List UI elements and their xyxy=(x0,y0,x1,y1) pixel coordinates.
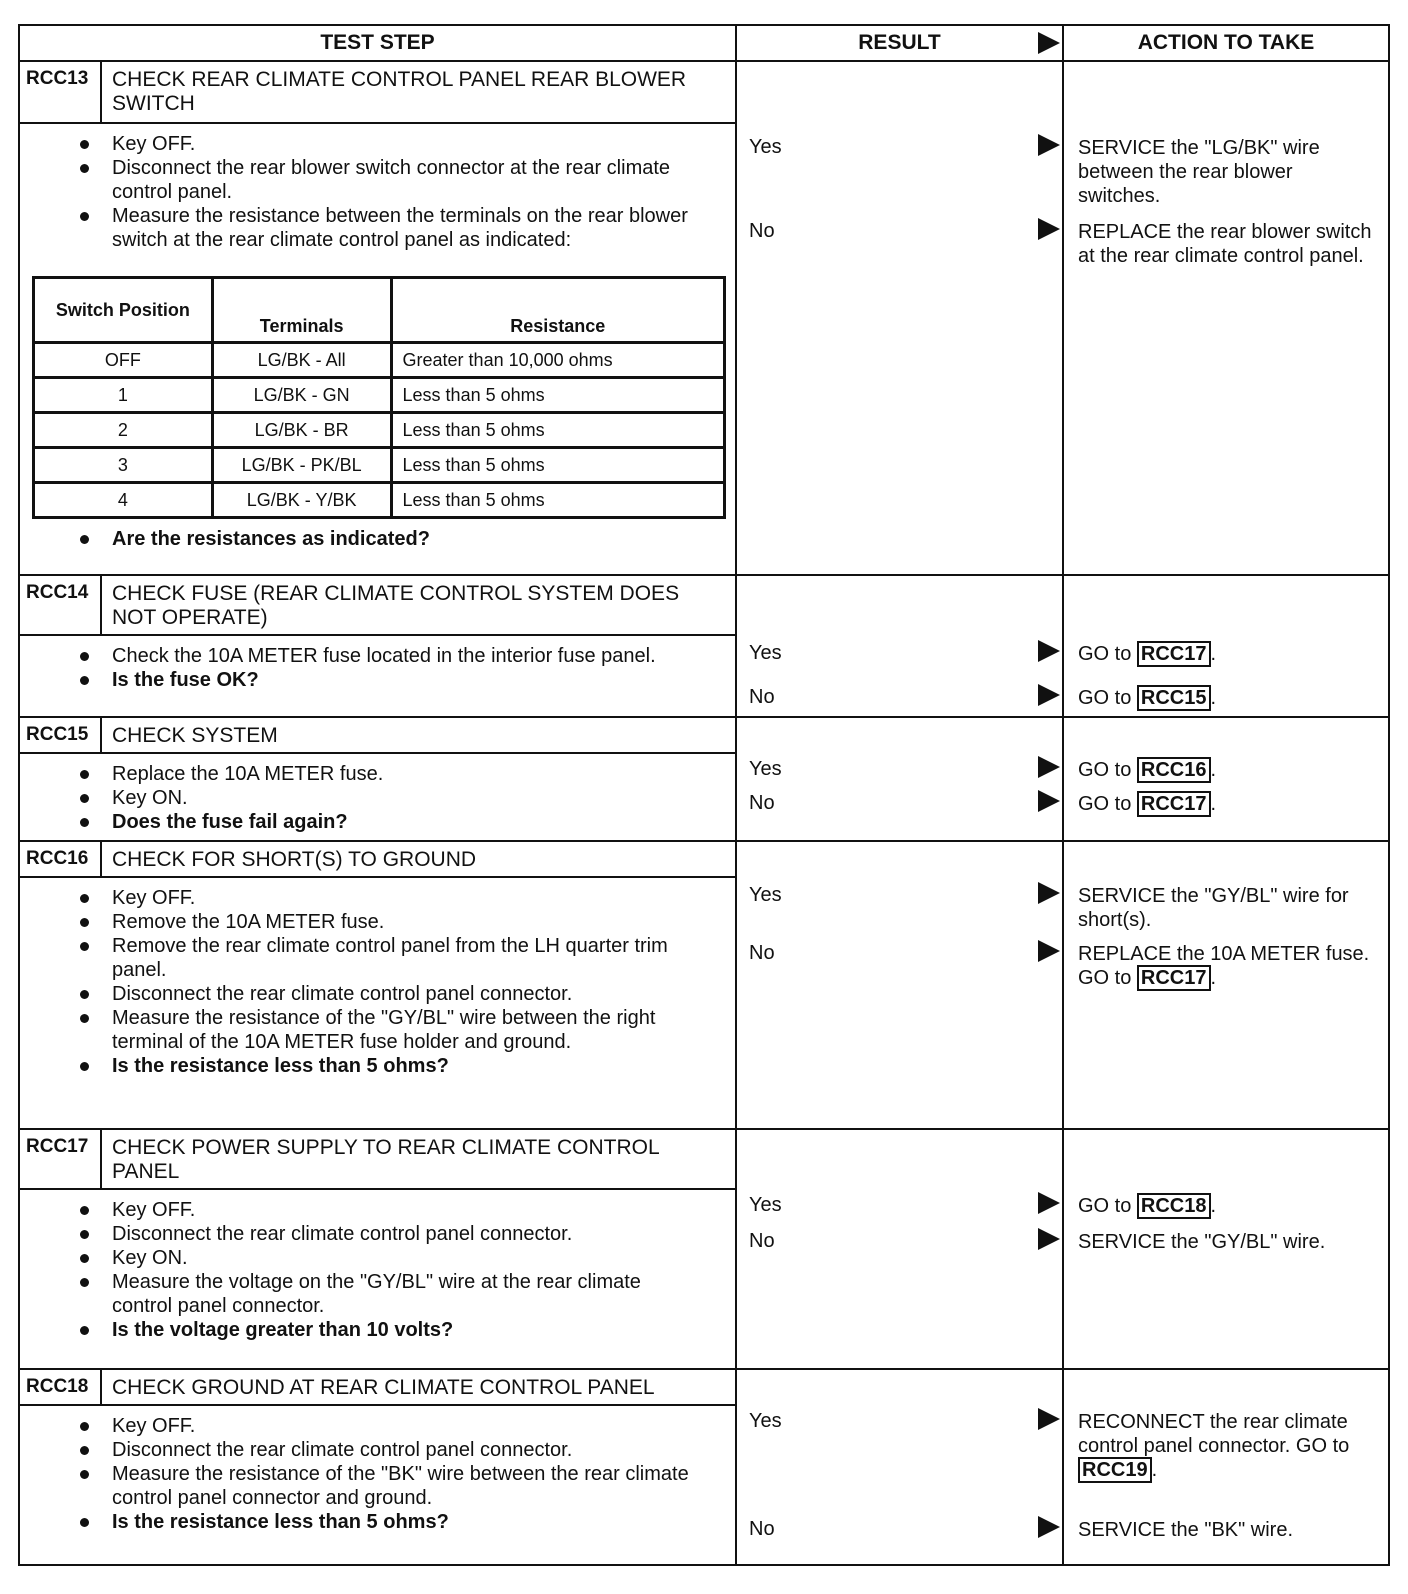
step-reference-link[interactable]: RCC17 xyxy=(1137,965,1211,991)
no-result xyxy=(749,792,1062,818)
step-title: CHECK FOR SHORT(S) TO GROUND xyxy=(112,848,477,871)
step-reference-link[interactable]: RCC17 xyxy=(1137,641,1211,667)
step-title: CHECK SYSTEM xyxy=(112,724,278,747)
step-reference-link[interactable]: RCC18 xyxy=(1137,1193,1211,1219)
arrow-right-icon xyxy=(1038,756,1060,778)
question-item: Is the voltage greater than 10 volts? xyxy=(112,1318,705,1342)
result-cell xyxy=(736,1369,1063,1565)
result-cell xyxy=(736,61,1063,575)
table-cell: LG/BK - All xyxy=(212,343,391,378)
step-instructions xyxy=(20,1406,735,1540)
instruction-item: Replace the 10A METER fuse. xyxy=(112,762,705,786)
instruction-item: Check the 10A METER fuse located in the interior fuse panel. xyxy=(112,644,705,668)
yes-result xyxy=(749,1410,1062,1436)
instruction-item: Key ON. xyxy=(112,786,705,810)
step-title-bar xyxy=(20,842,735,878)
question-item: Are the resistances as indicated? xyxy=(112,527,705,551)
step-row-rcc18 xyxy=(19,1369,1389,1565)
no-action: GO to RCC15 . xyxy=(1078,687,1217,709)
action-cell xyxy=(1063,61,1389,575)
result-header xyxy=(736,25,1063,61)
action-text: GO to xyxy=(1078,793,1132,815)
arrow-right-icon xyxy=(1038,790,1060,812)
table-cell: 4 xyxy=(34,483,213,518)
result-header-label: RESULT xyxy=(858,31,941,54)
yes-action: GO to RCC17 . xyxy=(1078,643,1217,665)
action-text: GO to xyxy=(1078,759,1132,781)
no-action: SERVICE the "BK" wire. xyxy=(1078,1519,1294,1541)
instruction-item: Key OFF. xyxy=(112,1414,705,1438)
arrow-right-icon xyxy=(1038,1192,1060,1214)
action-cell xyxy=(1063,575,1389,717)
instruction-item: Disconnect the rear climate control panel connector. xyxy=(112,1222,705,1246)
action-text: GO to xyxy=(1078,1195,1132,1217)
no-label: No xyxy=(749,686,775,708)
table-cell: LG/BK - GN xyxy=(212,378,391,413)
action-text: REPLACE the 10A METER fuse. GO to xyxy=(1078,943,1370,989)
instruction-item: Remove the 10A METER fuse. xyxy=(112,910,705,934)
no-label: No xyxy=(749,1230,775,1252)
step-id: RCC14 xyxy=(20,576,102,634)
arrow-right-icon xyxy=(1038,640,1060,662)
table-cell: 2 xyxy=(34,413,213,448)
table-cell: LG/BK - PK/BL xyxy=(212,448,391,483)
no-action: GO to RCC17 . xyxy=(1078,793,1217,815)
instruction-item: Measure the resistance of the "BK" wire between the rear climate control panel connector and ground. xyxy=(112,1462,705,1510)
arrow-right-icon xyxy=(1038,684,1060,706)
instruction-item: Disconnect the rear climate control panel connector. xyxy=(112,982,705,1006)
step-title: CHECK POWER SUPPLY TO REAR CLIMATE CONTROL PANEL xyxy=(112,1136,659,1183)
table-row xyxy=(34,413,725,448)
table-cell: 3 xyxy=(34,448,213,483)
yes-action: GO to RCC16 . xyxy=(1078,759,1217,781)
step-id: RCC15 xyxy=(20,718,102,752)
step-title-bar xyxy=(20,576,735,636)
step-reference-link[interactable]: RCC15 xyxy=(1137,685,1211,711)
step-instructions xyxy=(20,124,735,258)
step-row-rcc14 xyxy=(19,575,1389,717)
action-text: GO to xyxy=(1078,643,1132,665)
yes-label: Yes xyxy=(749,136,782,158)
table-cell: 1 xyxy=(34,378,213,413)
no-result xyxy=(749,942,1062,968)
step-row-rcc17 xyxy=(19,1129,1389,1369)
step-row-rcc16 xyxy=(19,841,1389,1129)
step-id: RCC13 xyxy=(20,62,102,122)
action-text: RECONNECT the rear climate control panel connector. GO to xyxy=(1078,1411,1350,1457)
arrow-right-icon xyxy=(1038,940,1060,962)
step-row-rcc15 xyxy=(19,717,1389,841)
yes-action: GO to RCC18 . xyxy=(1078,1195,1217,1217)
step-title-bar xyxy=(20,62,735,124)
no-result xyxy=(749,1230,1062,1256)
action-cell xyxy=(1063,1129,1389,1369)
column-header: Terminals xyxy=(212,278,391,343)
question-item: Is the resistance less than 5 ohms? xyxy=(112,1054,705,1078)
no-action: SERVICE the "GY/BL" wire. xyxy=(1078,1231,1326,1253)
no-result xyxy=(749,686,1062,712)
yes-result xyxy=(749,136,1062,162)
action-text: GO to xyxy=(1078,687,1132,709)
yes-label: Yes xyxy=(749,1410,782,1432)
instruction-item: Key OFF. xyxy=(112,1198,705,1222)
table-cell: LG/BK - BR xyxy=(212,413,391,448)
instruction-item: Key OFF. xyxy=(112,132,705,156)
action-cell xyxy=(1063,717,1389,841)
yes-label: Yes xyxy=(749,642,782,664)
no-action: REPLACE the 10A METER fuse. GO to RCC17 . xyxy=(1078,943,1370,989)
no-result xyxy=(749,1518,1062,1544)
instruction-item: Disconnect the rear climate control panel connector. xyxy=(112,1438,705,1462)
no-result xyxy=(749,220,1062,246)
arrow-right-icon xyxy=(1038,882,1060,904)
table-cell: LG/BK - Y/BK xyxy=(212,483,391,518)
step-title-bar xyxy=(20,1130,735,1190)
step-title: CHECK REAR CLIMATE CONTROL PANEL REAR BLOWER SWITCH xyxy=(112,68,687,115)
pinpoint-test-table xyxy=(18,24,1390,1566)
table-cell: OFF xyxy=(34,343,213,378)
instruction-item: Measure the resistance between the terminals on the rear blower switch at the rear climate control panel as indicated: xyxy=(112,204,705,252)
action-header: ACTION TO TAKE xyxy=(1063,25,1389,61)
instruction-item: Disconnect the rear blower switch connector at the rear climate control panel. xyxy=(112,156,705,204)
yes-label: Yes xyxy=(749,758,782,780)
step-title-bar xyxy=(20,718,735,754)
instruction-item: Remove the rear climate control panel from the LH quarter trim panel. xyxy=(112,934,705,982)
step-question xyxy=(20,525,735,557)
step-id: RCC17 xyxy=(20,1130,102,1188)
yes-result xyxy=(749,1194,1062,1220)
step-instructions xyxy=(20,1190,735,1348)
question-item: Is the fuse OK? xyxy=(112,668,705,692)
arrow-right-icon xyxy=(1038,1516,1060,1538)
no-label: No xyxy=(749,942,775,964)
arrow-right-icon xyxy=(1038,1408,1060,1430)
action-cell xyxy=(1063,841,1389,1129)
arrow-right-icon xyxy=(1038,1228,1060,1250)
no-action: REPLACE the rear blower switch at the rear climate control panel. xyxy=(1078,221,1372,267)
instruction-item: Key ON. xyxy=(112,1246,705,1270)
result-cell xyxy=(736,575,1063,717)
instruction-item: Measure the voltage on the "GY/BL" wire at the rear climate control panel connector. xyxy=(112,1270,705,1318)
result-cell xyxy=(736,717,1063,841)
column-header: Resistance xyxy=(391,278,724,343)
step-title: CHECK GROUND AT REAR CLIMATE CONTROL PANEL xyxy=(112,1376,655,1399)
step-reference-link[interactable]: RCC16 xyxy=(1137,757,1211,783)
arrow-right-icon xyxy=(1038,218,1060,240)
yes-label: Yes xyxy=(749,1194,782,1216)
no-label: No xyxy=(749,792,775,814)
instruction-item: Measure the resistance of the "GY/BL" wire between the right terminal of the 10A METER fuse holder and ground. xyxy=(112,1006,705,1054)
yes-action: RECONNECT the rear climate control panel connector. GO to RCC19 . xyxy=(1078,1411,1350,1481)
step-id: RCC18 xyxy=(20,1370,102,1404)
result-cell xyxy=(736,841,1063,1129)
table-row xyxy=(34,448,725,483)
table-header-row xyxy=(19,25,1389,61)
yes-label: Yes xyxy=(749,884,782,906)
table-row xyxy=(34,483,725,518)
arrow-right-icon xyxy=(1038,32,1060,54)
yes-result xyxy=(749,642,1062,668)
resistance-spec-table xyxy=(32,276,726,519)
no-label: No xyxy=(749,220,775,242)
yes-action: SERVICE the "LG/BK" wire between the rear blower switches. xyxy=(1078,137,1320,207)
result-cell xyxy=(736,1129,1063,1369)
question-item: Is the resistance less than 5 ohms? xyxy=(112,1510,705,1534)
table-cell: Less than 5 ohms xyxy=(391,378,724,413)
step-instructions xyxy=(20,636,735,698)
test-step-header: TEST STEP xyxy=(19,25,736,61)
table-cell: Greater than 10,000 ohms xyxy=(391,343,724,378)
table-cell: Less than 5 ohms xyxy=(391,483,724,518)
step-title: CHECK FUSE (REAR CLIMATE CONTROL SYSTEM DOES NOT OPERATE) xyxy=(112,582,680,629)
step-reference-link[interactable]: RCC19 xyxy=(1078,1457,1152,1483)
step-id: RCC16 xyxy=(20,842,102,876)
step-reference-link[interactable]: RCC17 xyxy=(1137,791,1211,817)
column-header: Switch Position xyxy=(34,278,213,343)
step-title-bar xyxy=(20,1370,735,1406)
table-row xyxy=(34,343,725,378)
arrow-right-icon xyxy=(1038,134,1060,156)
action-cell xyxy=(1063,1369,1389,1565)
no-label: No xyxy=(749,1518,775,1540)
yes-result xyxy=(749,884,1062,910)
yes-result xyxy=(749,758,1062,784)
table-row xyxy=(34,378,725,413)
step-instructions xyxy=(20,878,735,1084)
table-cell: Less than 5 ohms xyxy=(391,413,724,448)
table-cell: Less than 5 ohms xyxy=(391,448,724,483)
question-item: Does the fuse fail again? xyxy=(112,810,705,834)
step-instructions xyxy=(20,754,735,840)
step-row-rcc13 xyxy=(19,61,1389,575)
yes-action: SERVICE the "GY/BL" wire for short(s). xyxy=(1078,885,1349,931)
diagnostic-sheet xyxy=(18,24,1388,1584)
instruction-item: Key OFF. xyxy=(112,886,705,910)
